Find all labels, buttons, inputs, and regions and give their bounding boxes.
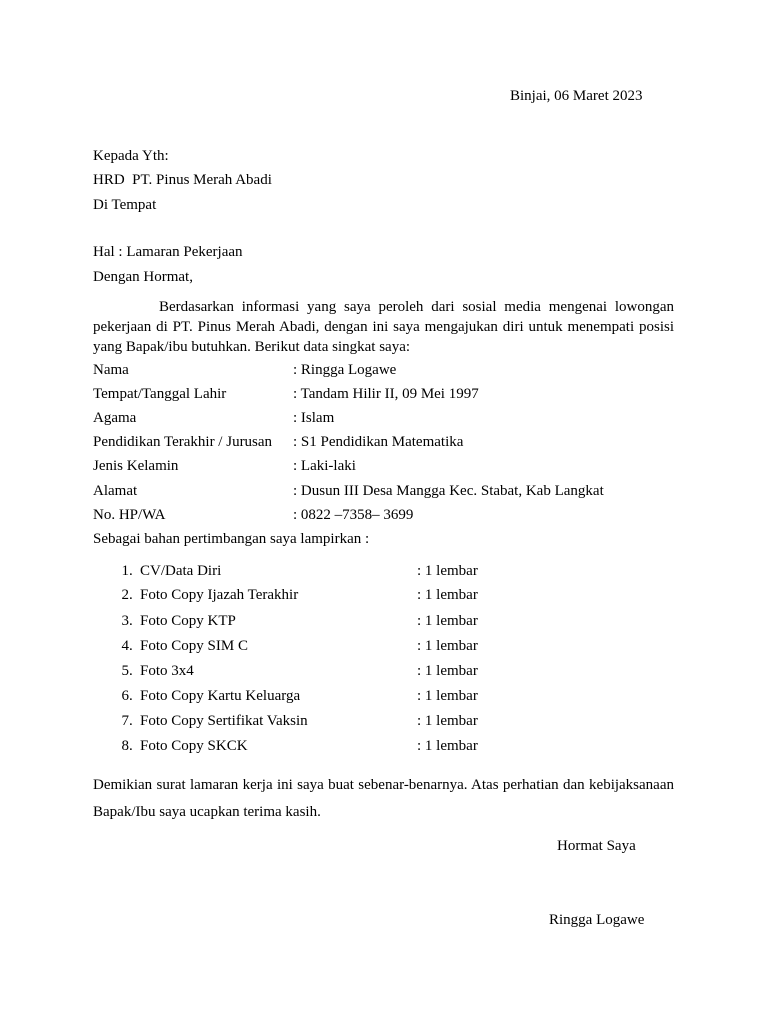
recipient-line-2: HRD PT. Pinus Merah Abadi (93, 172, 272, 188)
item-label: Foto Copy SKCK (140, 738, 248, 754)
data-value: : Tandam Hilir II, 09 Mei 1997 (293, 386, 479, 402)
item-label: Foto Copy Sertifikat Vaksin (140, 713, 308, 729)
data-value: : Ringga Logawe (293, 362, 397, 378)
data-label: Tempat/Tanggal Lahir (93, 386, 227, 402)
data-value: : S1 Pendidikan Matematika (293, 434, 464, 450)
place-date: Binjai, 06 Maret 2023 (510, 88, 643, 104)
item-label: Foto Copy Ijazah Terakhir (140, 587, 299, 603)
item-quantity: : 1 lembar (417, 613, 478, 629)
item-label: Foto 3x4 (140, 663, 194, 679)
data-label: Pendidikan Terakhir / Jurusan (93, 434, 273, 450)
data-row (93, 432, 653, 452)
greeting: Dengan Hormat, (93, 269, 193, 285)
item-quantity: : 1 lembar (417, 713, 478, 729)
attachments-intro: Sebagai bahan pertimbangan saya lampirkan : (93, 531, 370, 547)
item-quantity: : 1 lembar (417, 738, 478, 754)
item-label: Foto Copy Kartu Keluarga (140, 688, 301, 704)
data-label: No. HP/WA (93, 507, 166, 523)
item-number: 4 (121, 638, 129, 654)
data-row (93, 505, 653, 525)
item-label: Foto Copy SIM C (140, 638, 248, 654)
item-quantity: : 1 lembar (417, 638, 478, 654)
list-item: 4 . Foto Copy SIM C : 1 lembar (115, 636, 515, 656)
item-number: 5 (121, 663, 129, 679)
subject-line: Hal : Lamaran Pekerjaan (93, 244, 243, 260)
signoff: Hormat Saya (557, 838, 636, 854)
item-number: 7 (121, 713, 129, 729)
data-label: Alamat (93, 483, 138, 499)
item-quantity: : 1 lembar (417, 587, 478, 603)
data-row (93, 481, 653, 501)
list-item: 7 . Foto Copy Sertifikat Vaksin : 1 lembar (115, 711, 515, 731)
data-row (93, 360, 653, 380)
list-item: 5 . Foto 3x4 : 1 lembar (115, 661, 515, 681)
recipient-line-3: Di Tempat (93, 197, 157, 213)
list-item: 1 . CV/Data Diri : 1 lembar (115, 561, 515, 581)
item-quantity: : 1 lembar (417, 563, 478, 579)
item-quantity: : 1 lembar (417, 688, 478, 704)
list-item: 6 . Foto Copy Kartu Keluarga : 1 lembar (115, 686, 515, 706)
data-row (93, 456, 653, 476)
signature-name: Ringga Logawe (549, 912, 645, 928)
data-value: : 0822 –7358– 3699 (293, 507, 414, 523)
item-label: CV/Data Diri (140, 563, 222, 579)
item-quantity: : 1 lembar (417, 663, 478, 679)
data-value: : Islam (293, 410, 335, 426)
data-label: Nama (93, 362, 129, 378)
item-label: Foto Copy KTP (140, 613, 236, 629)
item-number: 2 (121, 587, 129, 603)
item-number: 8 (121, 738, 129, 754)
list-item: 2 . Foto Copy Ijazah Terakhir : 1 lembar (115, 585, 515, 605)
intro-paragraph: Berdasarkan informasi yang saya peroleh dari sosial media mengenai lowongan pekerjaan di PT. Pinus Merah Abadi, dengan ini saya mengajukan diri untuk menempati posisi yang Bapak/ibu butuhkan. Berikut data singkat saya: (93, 299, 674, 355)
recipient-line-1: Kepada Yth: (93, 148, 169, 164)
list-item: 8 . Foto Copy SKCK : 1 lembar (115, 736, 515, 756)
item-number: 6 (121, 688, 129, 704)
item-number: 1 (121, 563, 129, 579)
data-value: : Laki-laki (293, 458, 356, 474)
closing-paragraph: Demikian surat lamaran kerja ini saya buat sebenar-benarnya. Atas perhatian dan kebijaksanaan Bapak/Ibu saya ucapkan terima kasih. (93, 777, 674, 820)
data-row (93, 384, 653, 404)
data-value: : Dusun III Desa Mangga Kec. Stabat, Kab Langkat (293, 483, 604, 499)
item-number: 3 (121, 613, 129, 629)
data-row (93, 408, 653, 428)
list-item: 3 . Foto Copy KTP : 1 lembar (115, 611, 515, 631)
data-label: Jenis Kelamin (93, 458, 179, 474)
data-label: Agama (93, 410, 137, 426)
